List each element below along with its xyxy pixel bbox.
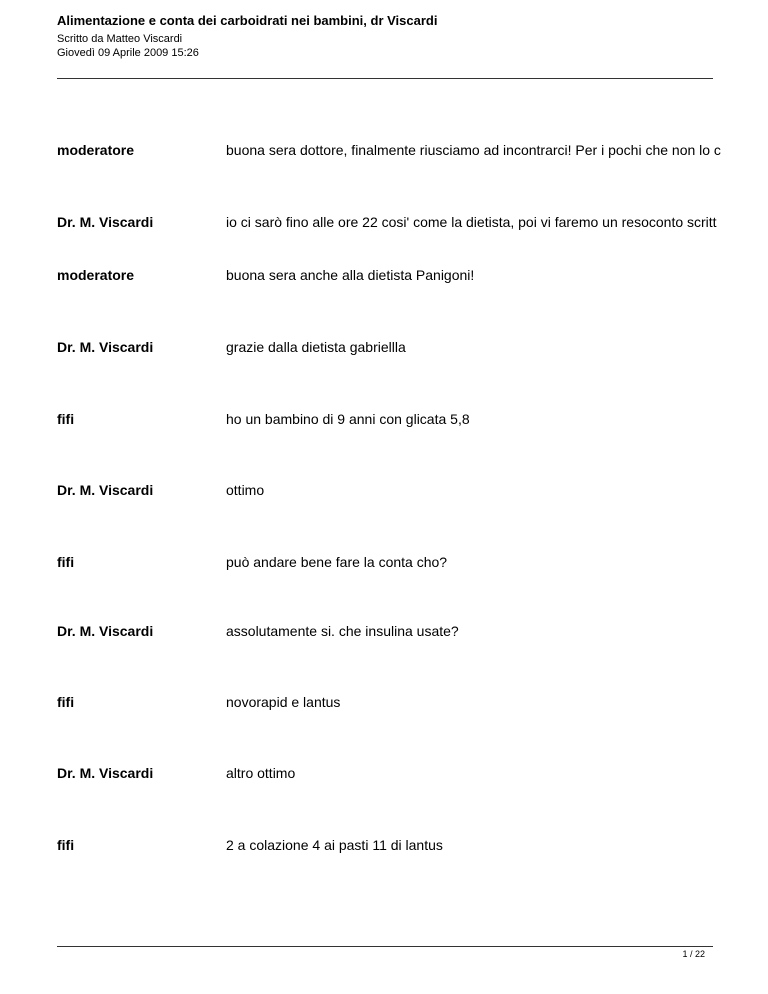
message-row	[0, 212, 768, 236]
message-row	[0, 692, 768, 716]
message-row	[0, 480, 768, 504]
header-divider	[57, 78, 713, 79]
message-text: io ci sarò fino alle ore 22 cosi' come la dietista, poi vi faremo un resoconto scritt	[226, 214, 717, 230]
author-line: Scritto da Matteo Viscardi	[57, 33, 183, 45]
message-row	[0, 621, 768, 645]
message-author: Dr. M. Viscardi	[57, 765, 154, 781]
message-author: Dr. M. Viscardi	[57, 482, 154, 498]
message-row	[0, 552, 768, 576]
message-text: buona sera anche alla dietista Panigoni!	[226, 267, 475, 283]
page-number: 1 / 22	[682, 949, 705, 959]
footer-divider	[57, 946, 713, 947]
message-author: Dr. M. Viscardi	[57, 623, 154, 639]
message-text: buona sera dottore, finalmente riusciamo ad incontrarci! Per i pochi che non lo c	[226, 142, 721, 158]
message-author: Dr. M. Viscardi	[57, 339, 154, 355]
message-author: fifi	[57, 837, 75, 853]
message-author: fifi	[57, 694, 75, 710]
document-title: Alimentazione e conta dei carboidrati nei bambini, dr Viscardi	[57, 13, 438, 28]
message-text: novorapid e lantus	[226, 694, 341, 710]
message-text: ottimo	[226, 482, 265, 498]
message-text: altro ottimo	[226, 765, 296, 781]
message-row	[0, 140, 768, 164]
date-line: Giovedì 09 Aprile 2009 15:26	[57, 47, 199, 59]
message-row	[0, 265, 768, 289]
message-text: ho un bambino di 9 anni con glicata 5,8	[226, 411, 470, 427]
message-text: può andare bene fare la conta cho?	[226, 554, 448, 570]
message-text: grazie dalla dietista gabriellla	[226, 339, 406, 355]
message-author: fifi	[57, 554, 75, 570]
message-text: assolutamente si. che insulina usate?	[226, 623, 459, 639]
message-author: fifi	[57, 411, 75, 427]
document-meta	[57, 32, 199, 60]
message-author: Dr. M. Viscardi	[57, 214, 154, 230]
message-author: moderatore	[57, 142, 135, 158]
message-row	[0, 409, 768, 433]
message-row	[0, 835, 768, 859]
message-row	[0, 337, 768, 361]
message-author: moderatore	[57, 267, 135, 283]
message-row	[0, 763, 768, 787]
message-text: 2 a colazione 4 ai pasti 11 di lantus	[226, 837, 443, 853]
